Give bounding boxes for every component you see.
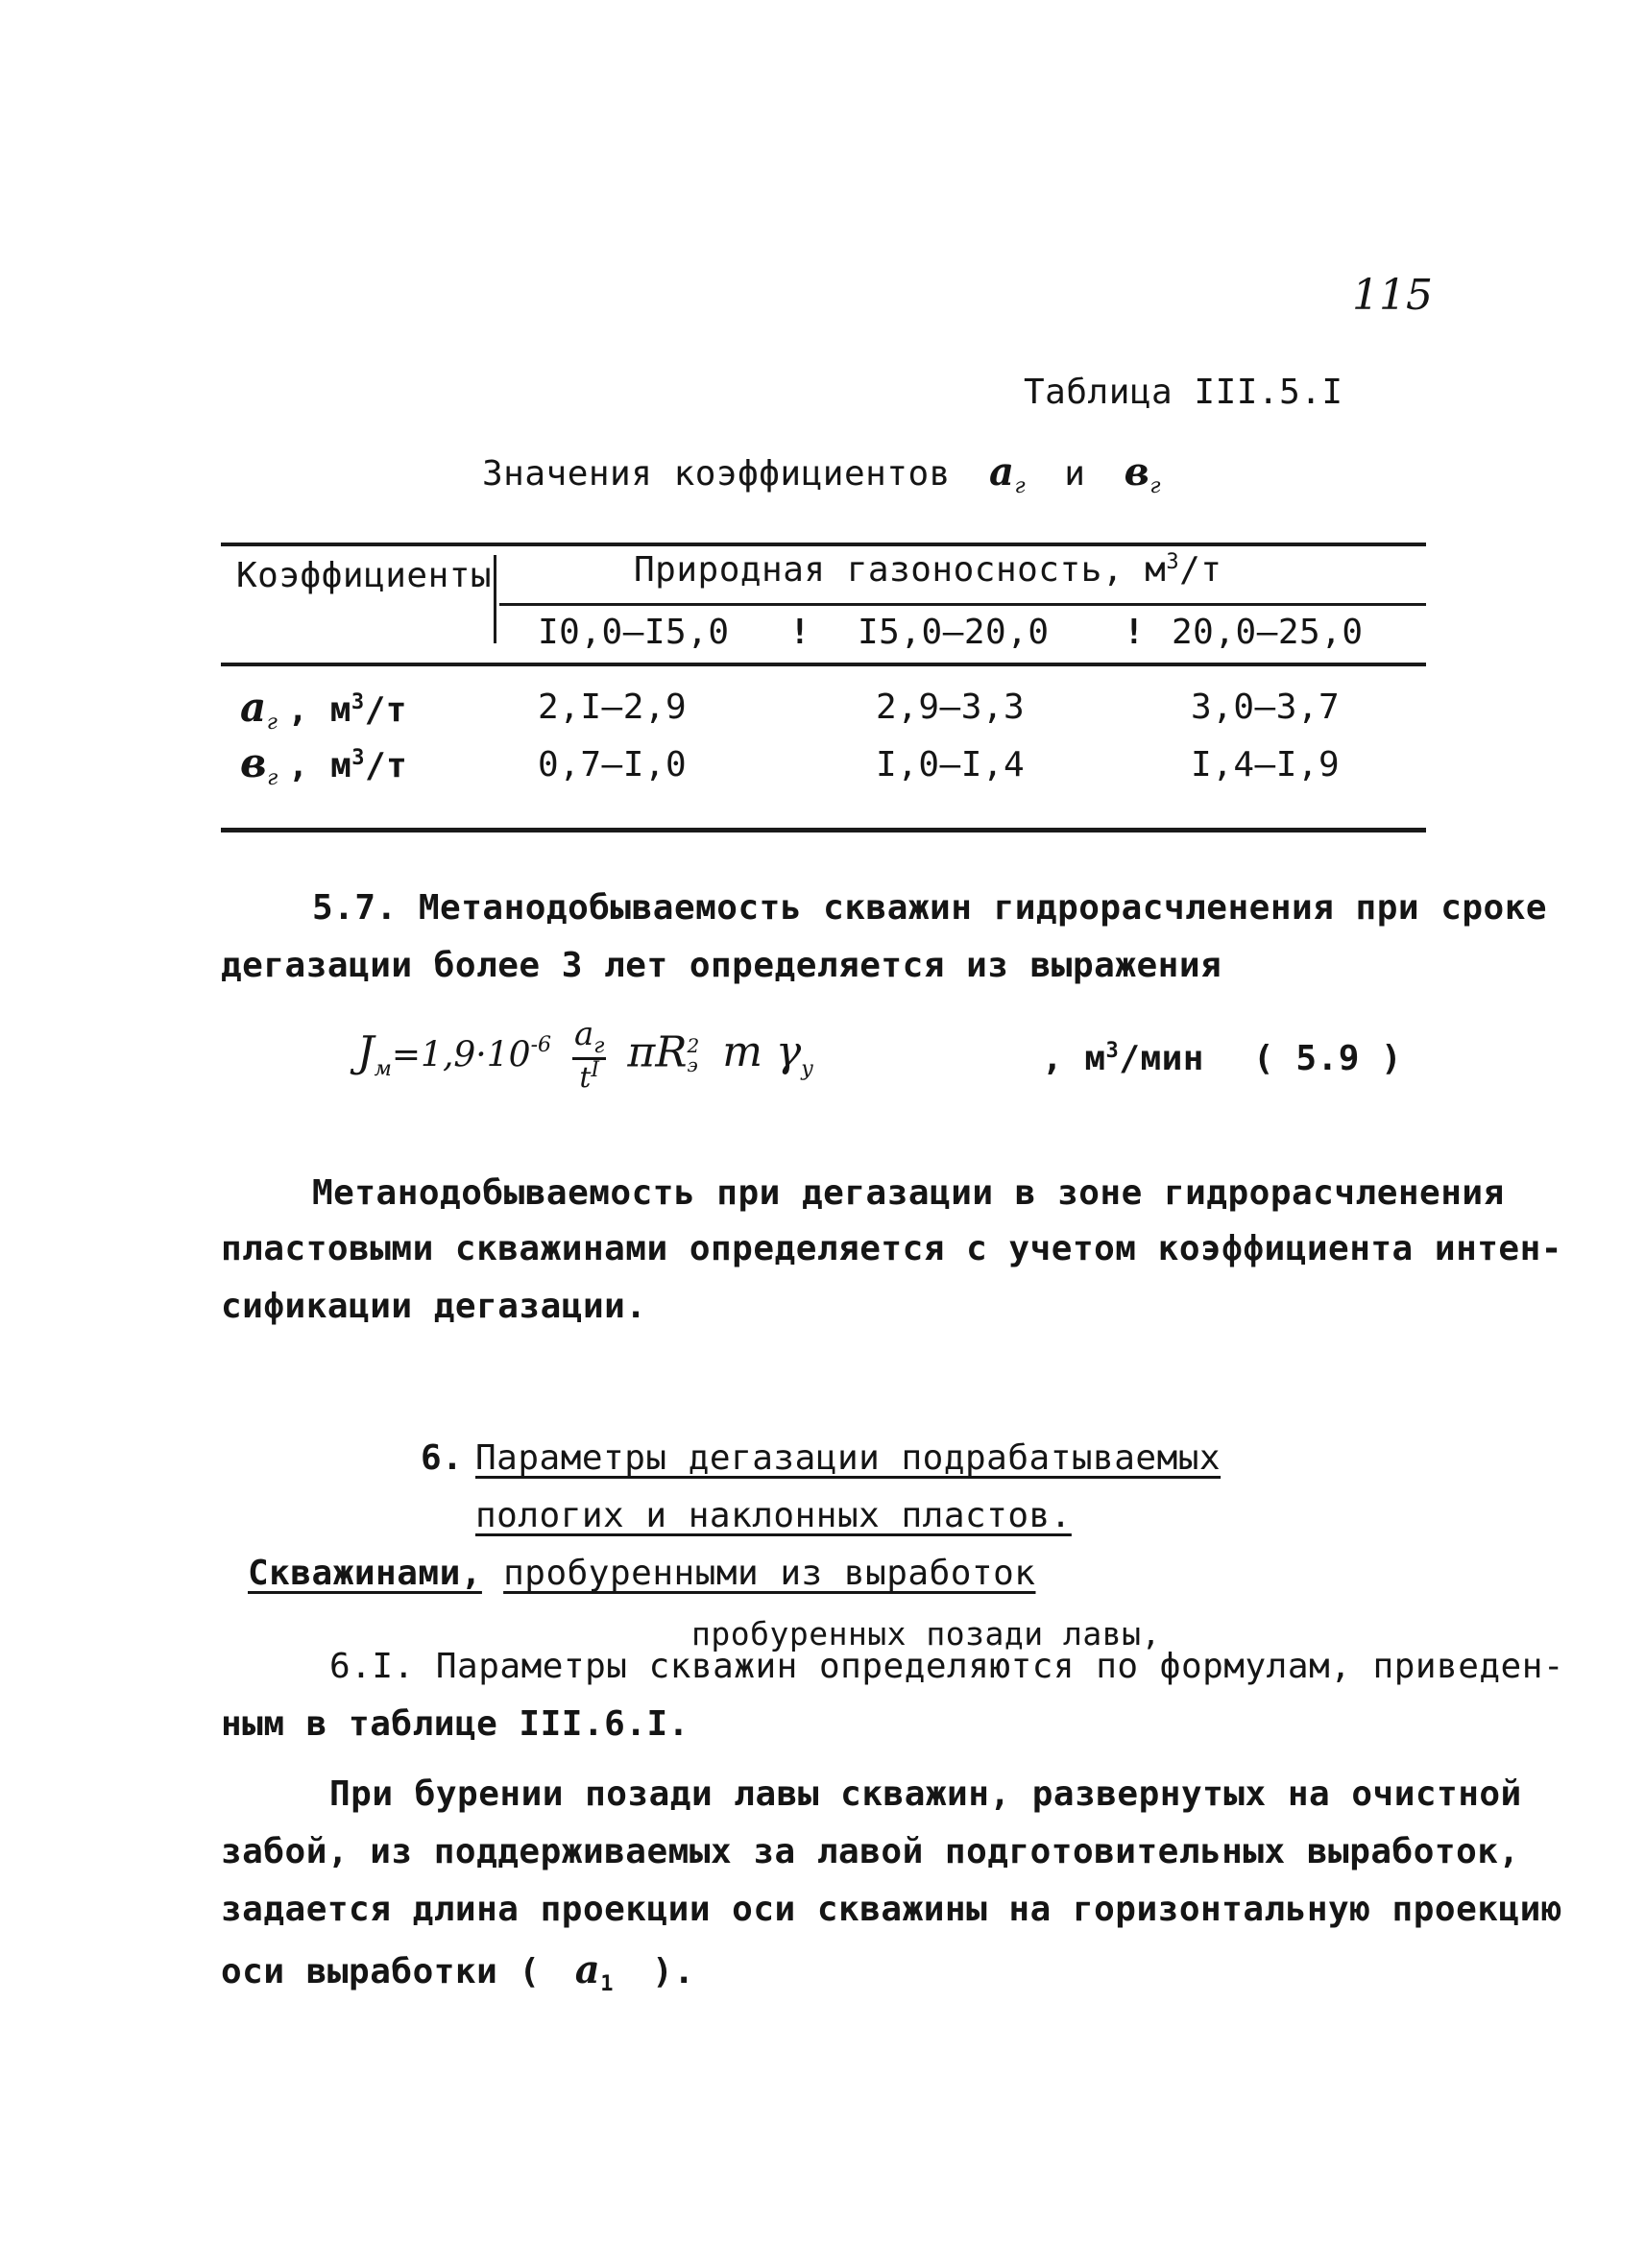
formula-den-sup: I: [591, 1057, 600, 1082]
table-title: [482, 449, 1161, 498]
header-gas-unit: /т: [1179, 550, 1222, 590]
formula-5-9: [357, 1015, 813, 1095]
header-col-3: 20,0–25,0: [1172, 613, 1364, 652]
coef-b-subscript: г: [1149, 474, 1162, 499]
table-title-text: Значения коэффициентов: [482, 454, 951, 494]
paragraph-3-line-4-prefix: оси выработки (: [221, 1952, 541, 1991]
table-title-and: и: [1064, 454, 1086, 494]
axis-length-symbol: a: [574, 1947, 601, 1992]
formula-m: m γ: [722, 1027, 802, 1077]
row-a-unit-sup: 3: [351, 690, 365, 714]
formula-num-symbol: a: [574, 1015, 594, 1053]
formula-unit-tail: /мин: [1119, 1039, 1204, 1078]
table-bottom-rule: [221, 828, 1426, 832]
formula-den-symbol: t: [579, 1060, 592, 1095]
paragraph-2-line-3: сификации дегазации.: [221, 1287, 647, 1326]
row-a-sub: г: [266, 711, 278, 736]
header-sub-rule: [499, 603, 1426, 606]
formula-r-sup: 2: [687, 1033, 700, 1057]
page-number: 115: [1352, 271, 1433, 320]
section-5-7-line-2: дегазации более 3 лет определяется из выражения: [221, 946, 1222, 985]
inserted-text: пробуренных позади лавы,: [691, 1615, 1161, 1653]
section-6-subtitle-prefix: Скважинами,: [248, 1554, 482, 1593]
formula-numerator: [572, 1015, 606, 1060]
paragraph-3-line-3: задается длина проекции оси скважины на горизонтальную проекцию: [221, 1890, 1562, 1929]
paragraph-3-line-4: [221, 1947, 695, 1996]
table-cell: 2,I–2,9: [538, 688, 688, 727]
formula-unit-sup: 3: [1105, 1039, 1120, 1063]
section-6-subtitle-rest: пробуренными из выработок: [503, 1554, 1036, 1593]
axis-length-sub: 1: [600, 1972, 614, 1997]
row-a-symbol: a: [240, 684, 267, 731]
formula-r-sub: э: [687, 1052, 698, 1076]
table-cell: I,4–I,9: [1191, 745, 1341, 784]
table-caption: Таблица III.5.I: [1024, 373, 1343, 412]
table-cell: I,0–I,4: [876, 745, 1026, 784]
formula-r-scripts: [687, 1033, 700, 1076]
table-row-label: [240, 684, 407, 735]
formula-m-sub: у: [801, 1057, 813, 1082]
formula-denominator: [572, 1057, 606, 1095]
formula-lhs: J: [357, 1027, 375, 1077]
row-a-unit-tail: /т: [364, 690, 407, 730]
header-gas-label: Природная газоносность, м: [634, 550, 1167, 590]
section-6-title-line-1: Параметры дегазации подрабатываемых: [475, 1438, 1222, 1478]
section-6-1-line-2: ным в таблице III.6.I.: [221, 1704, 689, 1744]
row-b-sub: г: [267, 766, 278, 791]
paragraph-2-line-1: Метанодобываемость при дегазации в зоне гидрорасчленения: [312, 1173, 1505, 1213]
row-b-unit: , м: [287, 746, 352, 785]
formula-unit-text: , м: [1042, 1039, 1106, 1078]
header-col-2: I5,0–20,0: [858, 613, 1050, 652]
section-6-subtitle: [248, 1554, 1035, 1593]
header-col-1: I0,0–I5,0: [538, 613, 730, 652]
header-coefficients: Коэффициенты: [236, 556, 493, 595]
section-6-title-line-2: пологих и наклонных пластов.: [475, 1496, 1072, 1535]
header-bottom-rule: [221, 663, 1426, 666]
coef-a-symbol: a: [989, 449, 1015, 495]
table-cell: 3,0–3,7: [1191, 688, 1341, 727]
formula-num-sub: г: [593, 1033, 605, 1058]
row-b-unit-tail: /т: [365, 746, 408, 785]
section-5-7-line-1: 5.7. Метанодобываемость скважин гидрорасчленения при сроке: [312, 888, 1548, 928]
row-b-unit-sup: 3: [351, 746, 365, 770]
table-row-label: [240, 739, 407, 790]
header-vertical-rule: [494, 555, 496, 643]
header-separator-2: !: [1124, 613, 1146, 652]
formula-coef: =1,9·10: [391, 1035, 531, 1075]
formula-unit: [1042, 1039, 1204, 1078]
paragraph-3-line-4-suffix: ).: [652, 1952, 695, 1991]
header-separator-1: !: [789, 613, 811, 652]
section-6-number: 6.: [421, 1438, 464, 1478]
table-cell: 2,9–3,3: [876, 688, 1026, 727]
formula-fraction: [572, 1015, 606, 1095]
formula-number: ( 5.9 ): [1253, 1039, 1403, 1078]
paragraph-3-line-1: При бурении позади лавы скважин, развернутых на очистной: [329, 1774, 1522, 1814]
coef-a-subscript: г: [1014, 474, 1027, 499]
formula-exp: -6: [530, 1032, 551, 1057]
header-gas-sup: 3: [1166, 550, 1180, 574]
paragraph-3-line-2: забой, из поддерживаемых за лавой подготовительных выработок,: [221, 1832, 1520, 1871]
header-gas-content: [634, 550, 1222, 590]
section-6-1-line-1: 6.I. Параметры скважин определяются по формулам, приведен-: [329, 1647, 1565, 1686]
paragraph-2-line-2: пластовыми скважинами определяется с учетом коэффициента интен-: [221, 1229, 1562, 1268]
table-top-rule: [221, 543, 1426, 546]
row-a-unit: , м: [287, 690, 351, 730]
row-b-symbol: в: [240, 739, 268, 786]
table-cell: 0,7–I,0: [538, 745, 688, 784]
coef-b-symbol: в: [1124, 449, 1150, 495]
formula-pi-r: πR: [627, 1027, 688, 1077]
formula-lhs-sub: м: [374, 1057, 392, 1082]
